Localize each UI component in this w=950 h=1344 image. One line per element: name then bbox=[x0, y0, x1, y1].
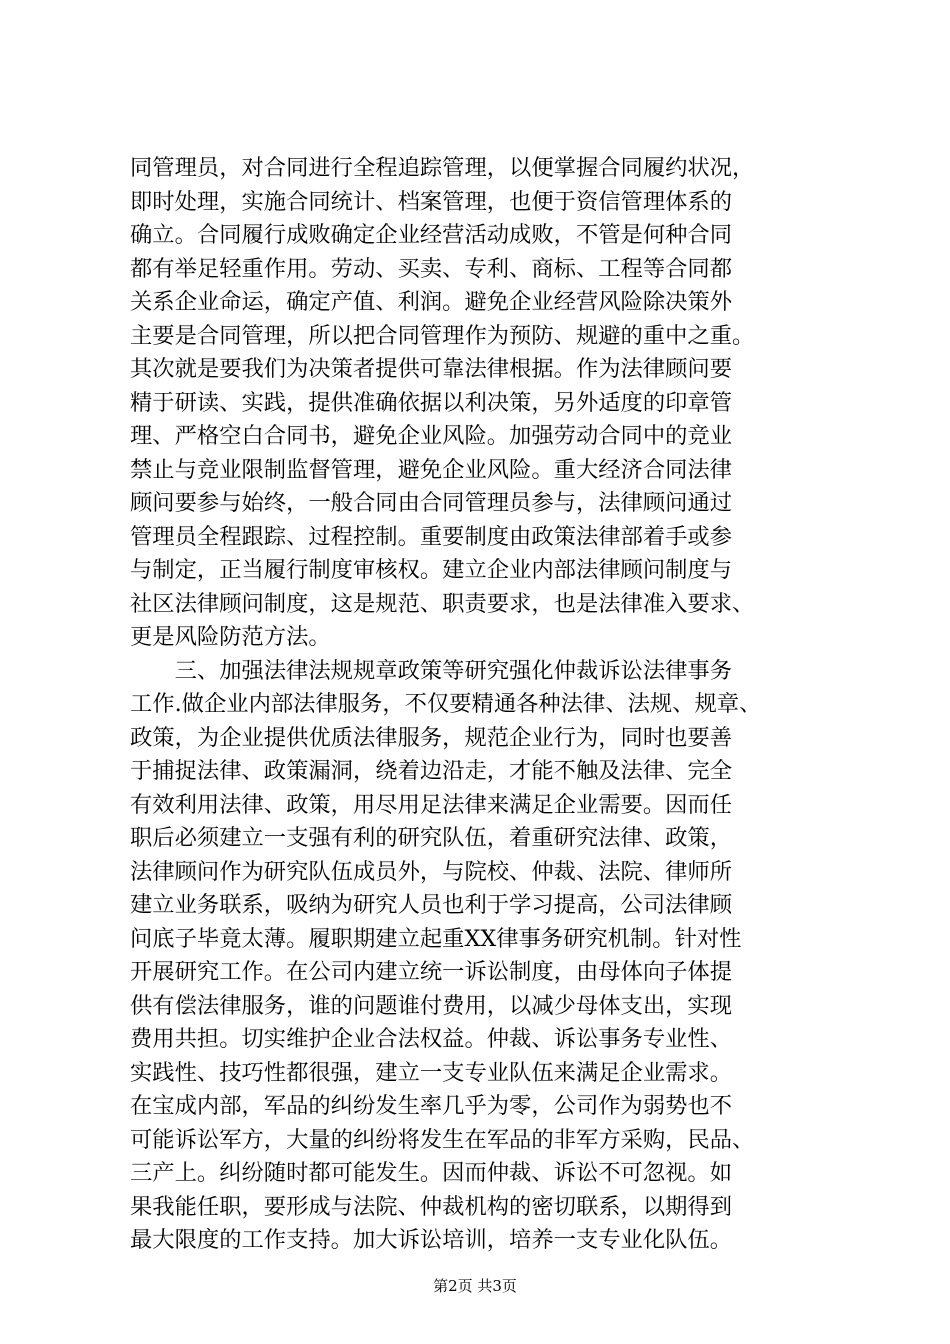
page-footer bbox=[0, 1276, 950, 1296]
text-line: 实践性、技巧性都很强，建立一支专业队伍来满足企业需求。 bbox=[130, 1059, 733, 1086]
text-line: 政策，为企业提供优质法律服务，规范企业行为，同时也要善 bbox=[130, 724, 733, 751]
text-line: 可能诉讼军方，大量的纠纷将发生在军品的非军方采购，民品、 bbox=[130, 1126, 755, 1153]
text-line: 顾问要参与始终，一般合同由合同管理员参与，法律顾问通过 bbox=[130, 490, 733, 516]
text-line: 三、加强法律法规规章政策等研究强化仲裁诉讼法律事务 bbox=[130, 657, 733, 684]
text-line: 主要是合同管理，所以把合同管理作为预防、规避的重中之重。 bbox=[130, 322, 755, 349]
text-line: 三产上。纠纷随时都可能发生。因而仲裁、诉讼不可忽视。如 bbox=[130, 1160, 733, 1186]
text-line: 开展研究工作。在公司内建立统一诉讼制度，由母体向子体提 bbox=[130, 959, 733, 985]
text-line: 同管理员，对合同进行全程追踪管理，以便掌握合同履约状况， bbox=[130, 155, 755, 181]
text-line: 费用共担。切实维护企业合法权益。仲裁、诉讼事务专业性、 bbox=[130, 1026, 733, 1052]
text-line: 更是风险防范方法。 bbox=[130, 624, 331, 650]
text-line: 有效利用法律、政策，用尽用足法律来满足企业需要。因而任 bbox=[130, 791, 733, 818]
text-line: 供有偿法律服务，谁的问题谁付费用，以减少母体支出，实现 bbox=[130, 992, 733, 1019]
text-line: 法律顾问作为研究队伍成员外，与院校、仲裁、法院、律师所 bbox=[130, 858, 733, 885]
text-line: 建立业务联系，吸纳为研究人员也利于学习提高，公司法律顾 bbox=[130, 892, 733, 918]
text-line: 管理员全程跟踪、过程控制。重要制度由政策法律部着手或参 bbox=[130, 523, 733, 550]
text-line: 职后必须建立一支强有利的研究队伍，着重研究法律、政策， bbox=[130, 825, 733, 851]
text-line: 在宝成内部，军品的纠纷发生率几乎为零，公司作为弱势也不 bbox=[130, 1093, 733, 1119]
text-line: 确立。合同履行成败确定企业经营活动成败，不管是何种合同 bbox=[130, 222, 733, 248]
text-line: 都有举足轻重作用。劳动、买卖、专利、商标、工程等合同都 bbox=[130, 255, 733, 282]
text-line: 问底子毕竟太薄。履职期建立起重XX律事务研究机制。针对性 bbox=[130, 925, 742, 952]
text-line: 理、严格空白合同书，避免企业风险。加强劳动合同中的竞业 bbox=[130, 423, 733, 449]
text-line: 即时处理，实施合同统计、档案管理，也便于资信管理体系的 bbox=[130, 188, 733, 215]
text-line: 于捕捉法律、政策漏洞，绕着边沿走，才能不触及法律、完全 bbox=[130, 758, 733, 784]
page-number: 第2页 共3页 bbox=[433, 1277, 517, 1295]
text-line: 工作.做企业内部法律服务，不仅要精通各种法律、法规、规章、 bbox=[130, 691, 762, 717]
text-line: 社区法律顾问制度，这是规范、职责要求，也是法律准入要求、 bbox=[130, 590, 755, 617]
text-line: 果我能任职，要形成与法院、仲裁机构的密切联系，以期得到 bbox=[130, 1193, 733, 1220]
text-line: 最大限度的工作支持。加大诉讼培训，培养一支专业化队伍。 bbox=[130, 1227, 733, 1253]
text-line: 其次就是要我们为决策者提供可靠法律根据。作为法律顾问要 bbox=[130, 356, 733, 382]
text-line: 关系企业命运，确定产值、利润。避免企业经营风险除决策外 bbox=[130, 289, 733, 315]
document-body bbox=[130, 152, 830, 1258]
text-line: 与制定，正当履行制度审核权。建立企业内部法律顾问制度与 bbox=[130, 557, 733, 583]
text-line: 禁止与竞业限制监督管理，避免企业风险。重大经济合同法律 bbox=[130, 456, 733, 483]
text-line: 精于研读、实践，提供准确依据以利决策，另外适度的印章管 bbox=[130, 389, 733, 416]
